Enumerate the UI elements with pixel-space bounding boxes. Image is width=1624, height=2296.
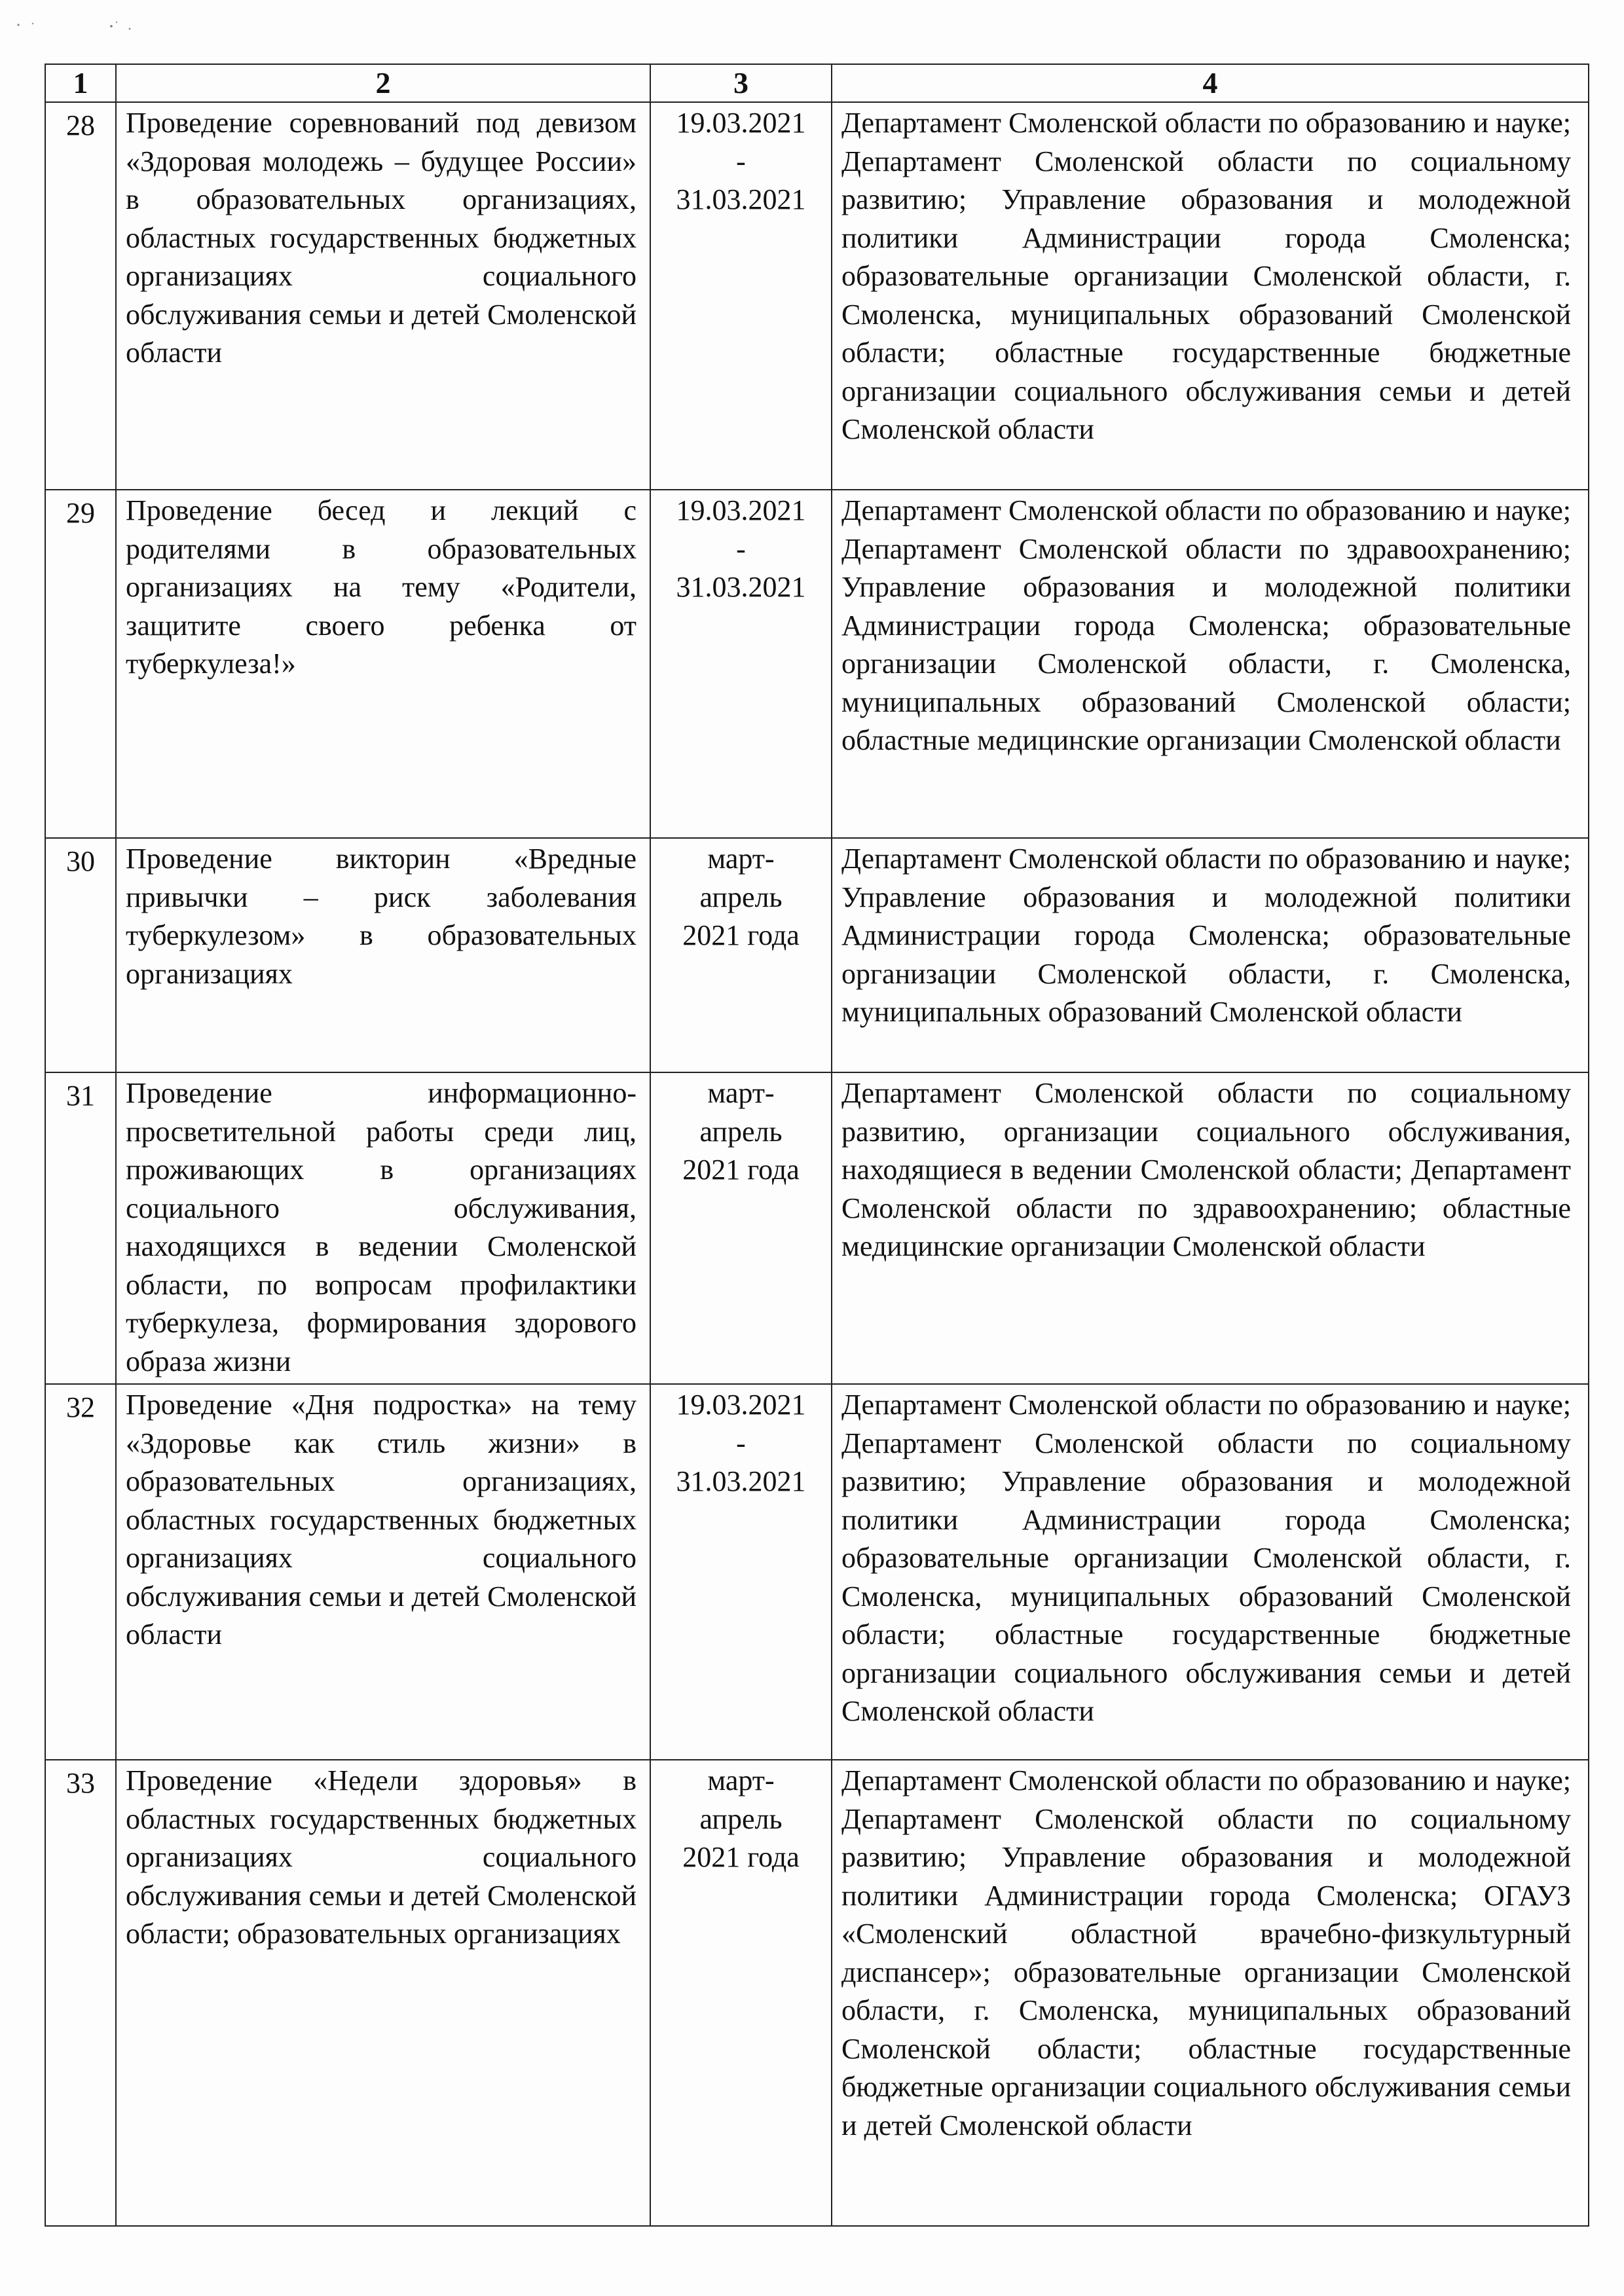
responsible-organizations: Департамент Смоленской области по образованию и науке; Департамент Смоленской области по здравоохранению; Управление образования и молодежной политики Администрации города Смоленска; образовательные организации Смоленской области, г. Смоленска, муниципальных образований Смоленской области; областные медицинские организации Смоленской области (832, 490, 1589, 838)
table-header-row (45, 64, 1589, 102)
period-separator: апрель (699, 1115, 783, 1148)
period-separator: - (736, 1427, 746, 1459)
period-separator: апрель (699, 1802, 783, 1835)
period-start: 19.03.2021 (676, 494, 806, 526)
period-separator: - (736, 145, 746, 177)
row-number: 33 (45, 1760, 116, 2226)
period-end: 2021 года (682, 1154, 800, 1186)
row-number: 29 (45, 490, 116, 838)
table-row (45, 838, 1589, 1072)
event-description: Проведение викторин «Вредные привычки – риск заболевания туберкулезом» в образовательных организациях (116, 838, 650, 1072)
table-row (45, 1384, 1589, 1760)
period-end: 31.03.2021 (676, 571, 806, 603)
responsible-organizations: Департамент Смоленской области по социальному развитию, организации социального обслуживания, находящиеся в ведении Смоленской области; Департамент Смоленской области по здравоохранению; областные медицинские организации Смоленской области (832, 1072, 1589, 1384)
event-period (650, 1072, 832, 1384)
events-table (45, 64, 1589, 2227)
row-number: 28 (45, 102, 116, 490)
row-number: 30 (45, 838, 116, 1072)
responsible-organizations: Департамент Смоленской области по образованию и науке; Управление образования и молодежной политики Администрации города Смоленска; образовательные организации Смоленской области, г. Смоленска, муниципальных образований Смоленской области (832, 838, 1589, 1072)
period-start: март- (707, 843, 775, 875)
event-description: Проведение соревнований под девизом «Здоровая молодежь – будущее России» в образовательных организациях, областных государственных бюджетных организациях социального обслуживания семьи и детей Смоленской области (116, 102, 650, 490)
event-period (650, 838, 832, 1072)
period-separator: апрель (699, 881, 783, 913)
event-period (650, 490, 832, 838)
event-description: Проведение бесед и лекций с родителями в образовательных организациях на тему «Родители, защитите своего ребенка от туберкулеза!» (116, 490, 650, 838)
table-row (45, 490, 1589, 838)
responsible-organizations: Департамент Смоленской области по образованию и науке; Департамент Смоленской области по социальному развитию; Управление образования и молодежной политики Администрации города Смоленска; ОГАУЗ «Смоленский областной врачебно-физкультурный диспансер»; образовательные организации Смоленской области, г. Смоленска, муниципальных образований Смоленской области; областные государственные бюджетные организации социального обслуживания семьи и детей Смоленской области (832, 1760, 1589, 2226)
row-number: 31 (45, 1072, 116, 1384)
event-description: Проведение «Недели здоровья» в областных государственных бюджетных организациях социального обслуживания семьи и детей Смоленской области; образовательных организациях (116, 1760, 650, 2226)
event-description: Проведение «Дня подростка» на тему «Здоровье как стиль жизни» в образовательных организациях, областных государственных бюджетных организациях социального обслуживания семьи и детей Смоленской области (116, 1384, 650, 1760)
period-end: 2021 года (682, 919, 800, 951)
event-period (650, 1384, 832, 1760)
column-header-period: 3 (650, 64, 832, 102)
responsible-organizations: Департамент Смоленской области по образованию и науке; Департамент Смоленской области по социальному развитию; Управление образования и молодежной политики Администрации города Смоленска; образовательные организации Смоленской области, г. Смоленска, муниципальных образований Смоленской области; областные государственные бюджетные организации социального обслуживания семьи и детей Смоленской области (832, 1384, 1589, 1760)
event-period (650, 102, 832, 490)
event-description: Проведение информационно-просветительной работы среди лиц, проживающих в организациях социального обслуживания, находящихся в ведении Смоленской области, по вопросам профилактики туберкулеза, формирования здорового образа жизни (116, 1072, 650, 1384)
period-start: март- (707, 1077, 775, 1109)
table-row (45, 102, 1589, 490)
column-header-event: 2 (116, 64, 650, 102)
period-end: 31.03.2021 (676, 1465, 806, 1497)
event-period (650, 1760, 832, 2226)
period-start: март- (707, 1764, 775, 1796)
table-row (45, 1760, 1589, 2226)
scan-specks (13, 13, 144, 39)
period-separator: - (736, 532, 746, 565)
period-end: 31.03.2021 (676, 183, 806, 215)
column-header-number: 1 (45, 64, 116, 102)
period-end: 2021 года (682, 1841, 800, 1873)
table-row (45, 1072, 1589, 1384)
column-header-responsible: 4 (832, 64, 1589, 102)
row-number: 32 (45, 1384, 116, 1760)
period-start: 19.03.2021 (676, 1389, 806, 1421)
period-start: 19.03.2021 (676, 107, 806, 139)
responsible-organizations: Департамент Смоленской области по образованию и науке; Департамент Смоленской области по социальному развитию; Управление образования и молодежной политики Администрации города Смоленска; образовательные организации Смоленской области, г. Смоленска, муниципальных образований Смоленской области; областные государственные бюджетные организации социального обслуживания семьи и детей Смоленской области (832, 102, 1589, 490)
